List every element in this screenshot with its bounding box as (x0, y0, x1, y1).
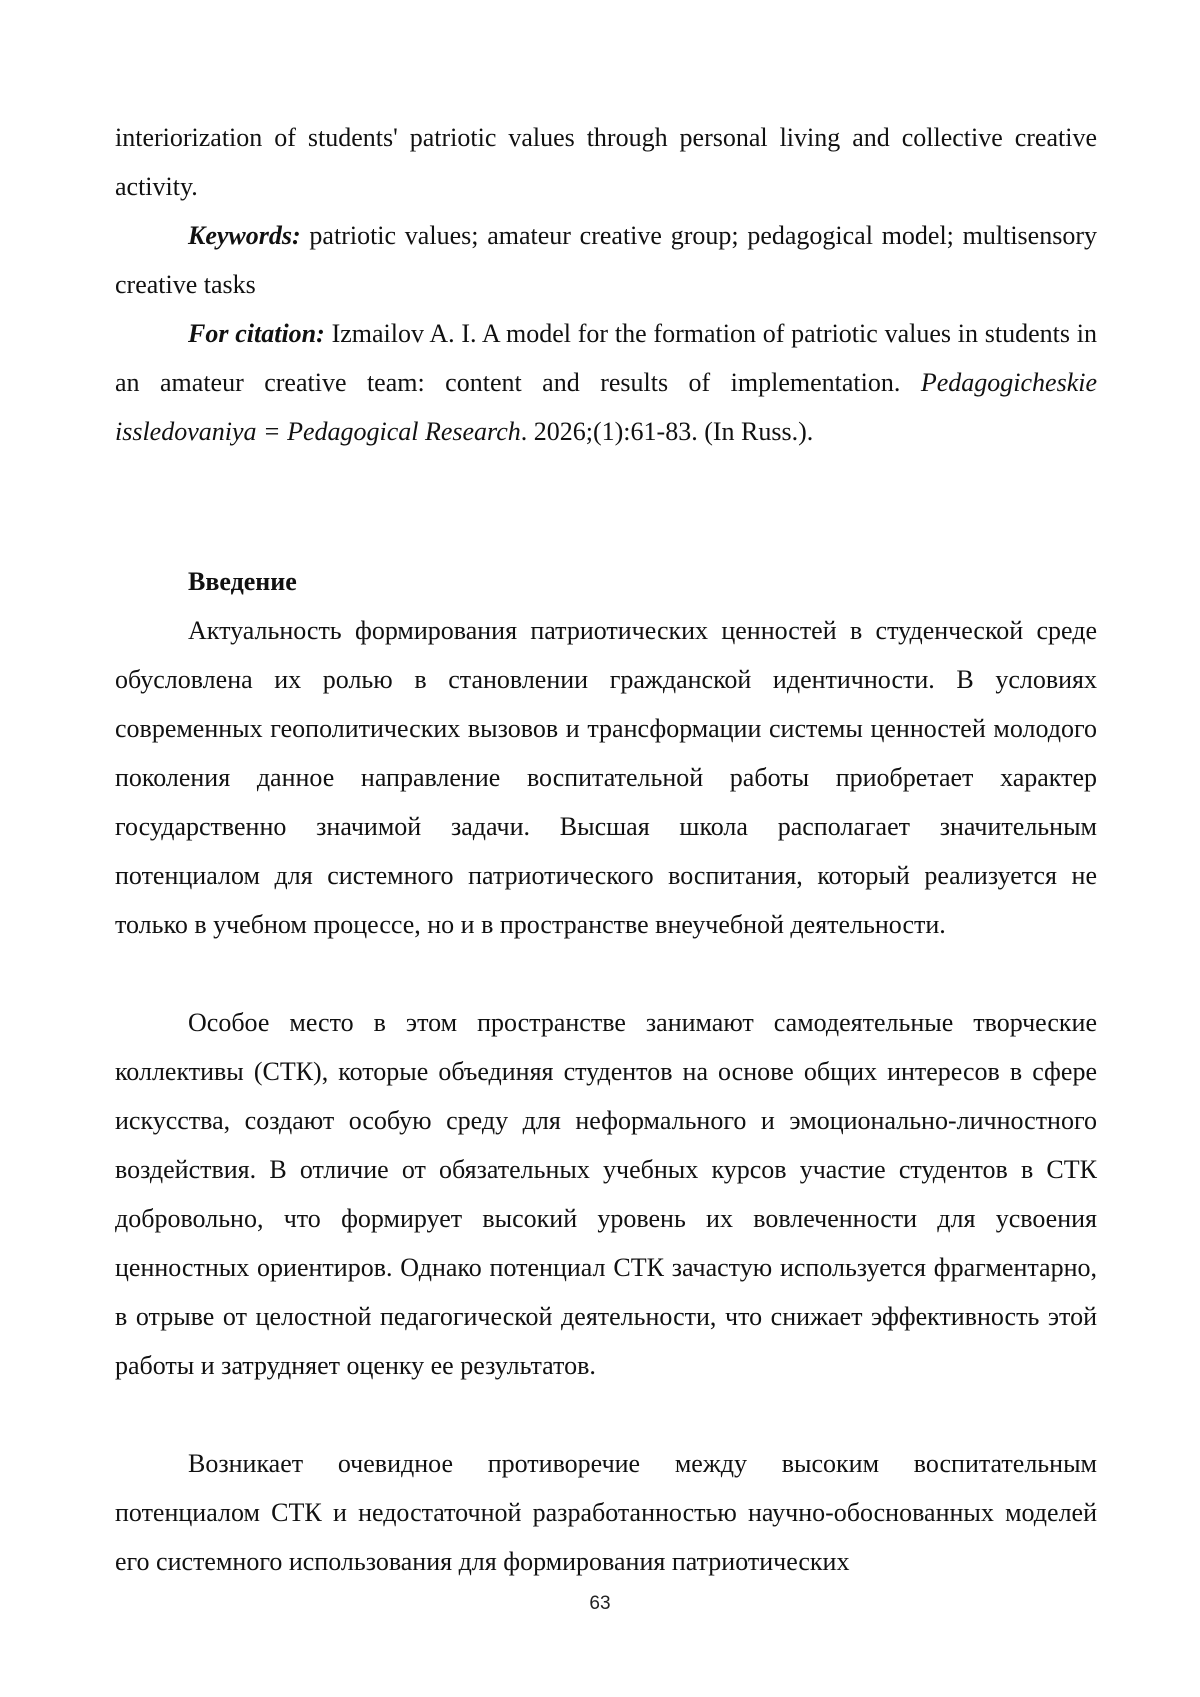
body-paragraph: Возникает очевидное противоречие между высоким воспитательным потенциалом СТК и недостаточной разработанностью научно-обоснованных моделей его системного использования для формирования патриотических (115, 1449, 1097, 1576)
keywords-text: patriotic values; amateur creative group; pedagogical model; multisensory creative tasks (115, 221, 1097, 299)
section-heading: Введение (188, 567, 297, 596)
abstract-tail-text: interiorization of students' patriotic values through personal living and collective creative activity. (115, 123, 1097, 201)
citation-details: . 2026;(1):61-83. (In Russ.). (520, 417, 814, 446)
keywords-paragraph (115, 211, 1097, 309)
body-paragraph: Особое место в этом пространстве занимают самодеятельные творческие коллективы (СТК), которые объединяя студентов на основе общих интересов в сфере искусства, создают особую среду для неформального и эмоционально-личностного воздействия. В отличие от обязательных учебных курсов участие студентов в СТК добровольно, что формирует высокий уровень их вовлеченности для усвоения ценностных ориентиров. Однако потенциал СТК зачастую используется фрагментарно, в отрыве от целостной педагогической деятельности, что снижает эффективность этой работы и затрудняет оценку ее результатов. (115, 1008, 1097, 1380)
body-paragraph: Актуальность формирования патриотических ценностей в студенческой среде обусловлена их ролью в становлении гражданской идентичности. В условиях современных геополитических вызовов и трансформации системы ценностей молодого поколения данное направление воспитательной работы приобретает характер государственно значимой задачи. Высшая школа располагает значительным потенциалом для системного патриотического воспитания, который реализуется не только в учебном процессе, но и в пространстве внеучебной деятельности. (115, 616, 1097, 939)
citation-label: For citation: (188, 319, 325, 348)
abstract-tail-paragraph (115, 113, 1097, 211)
keywords-label: Keywords: (188, 221, 301, 250)
citation-journal: Pedagogicheskie issledovaniya = Pedagogical Research (115, 368, 1097, 446)
citation-paragraph (115, 309, 1097, 456)
page-number: 63 (589, 1593, 611, 1614)
citation-text: Izmailov A. I. A model for the formation of patriotic values in students in an amateur creative team: content and results of implementation. (115, 319, 1098, 397)
